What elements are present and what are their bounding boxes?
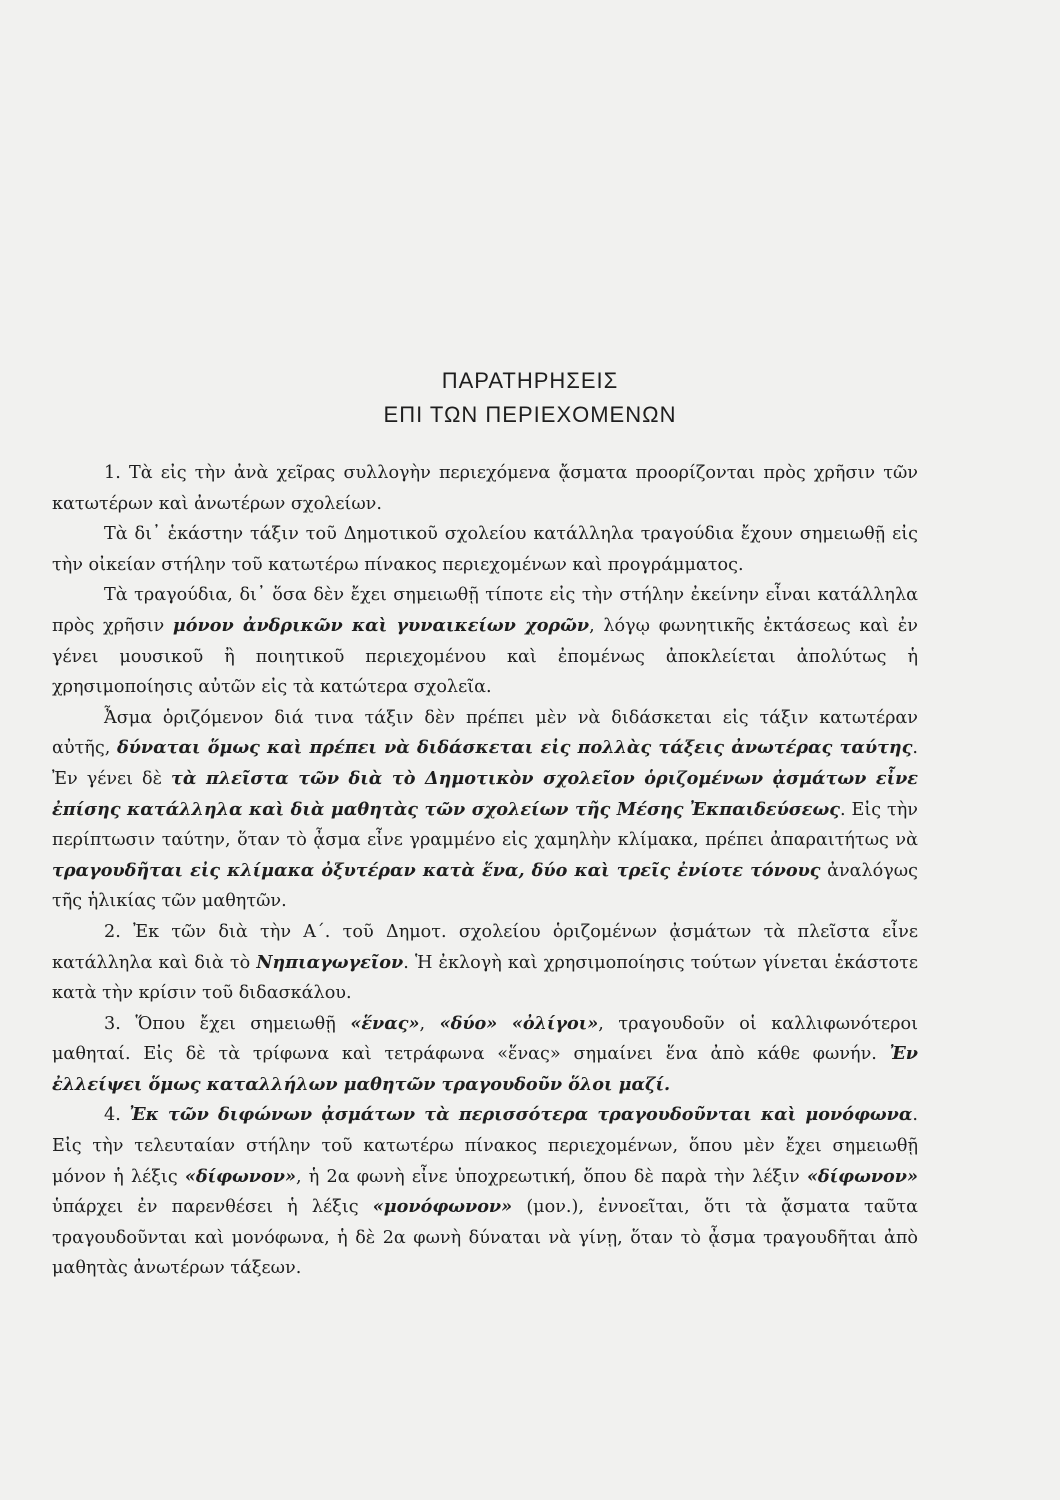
paragraph-text: ἀναλόγως τῆς ἡλικίας τῶν μαθητῶν.: [52, 860, 918, 912]
paragraph-text: 3. Ὅπου ἔχει σημειωθῇ: [104, 1013, 351, 1034]
paragraph-text: , ἡ 2α φωνὴ εἶνε ὑποχρεωτική, ὅπου δὲ παρὰ τὴν λέξιν: [295, 1166, 807, 1187]
paragraph-text: . Ἡ ἐκλογὴ καὶ χρησιμοποίησις τούτων γίνεται ἑκάστοτε κατὰ τὴν κρίσιν τοῦ διδασκάλου.: [52, 952, 918, 1004]
emphasis-text: δύναται ὅμως καὶ πρέπει νὰ διδάσκεται εἰς πολλὰς τάξεις ἀνωτέρας ταύτης: [116, 737, 913, 759]
emphasis-text: «δίφωνον»: [184, 1165, 296, 1187]
emphasis-text: «δύο»: [439, 1012, 498, 1034]
emphasis-text: μόνον ἀνδρικῶν καὶ γυναικείων χορῶν: [172, 614, 590, 636]
paragraph-text: Τὰ τραγούδια, δι᾽ ὅσα δὲν ἔχει σημειωθῇ τίποτε εἰς τὴν στήλην ἐκείνην εἶναι κατάλληλα πρὸς χρῆσιν: [52, 585, 918, 636]
emphasis-text: Νηπιαγωγεῖον: [256, 951, 404, 973]
paragraph: [52, 1009, 918, 1101]
paragraph-text: (μον.), ἐννοεῖται, ὅτι τὰ ᾄσματα ταῦτα τραγουδοῦνται καὶ μονόφωνα, ἡ δὲ 2α φωνὴ δύναται νὰ γίνῃ, ὅταν τὸ ᾆσμα τραγουδῆται ἀπὸ μαθητὰς ἀνωτέρων τάξεων.: [52, 1197, 918, 1279]
emphasis-text: «ὀλίγοι»: [511, 1012, 599, 1034]
paragraph-text: ,: [419, 1013, 440, 1034]
emphasis-text: «μονόφωνον»: [372, 1196, 513, 1218]
paragraph: [52, 1100, 918, 1284]
page-title: [0, 364, 1060, 432]
paragraph-text: [497, 1014, 512, 1034]
title-line-2: ΕΠΙ ΤΩΝ ΠΕΡΙΕΧΟΜΕΝΩΝ: [383, 402, 677, 427]
paragraph-text: . Εἰς τὴν περίπτωσιν ταύτην, ὅταν τὸ ᾆσμα εἶνε γραμμένο εἰς χαμηλὴν κλίμακα, πρέπει ἀπαραιτήτως νὰ: [52, 799, 918, 851]
emphasis-text: «ἕνας»: [350, 1012, 420, 1034]
paragraph-text: , τραγουδοῦν οἱ καλλιφωνότεροι μαθηταί. Εἰς δὲ τὰ τρίφωνα καὶ τετράφωνα «ἕνας» σημαίνει ἕνα ἀπὸ κάθε φωνήν.: [52, 1013, 919, 1065]
title-line-1: ΠΑΡΑΤΗΡΗΣΕΙΣ: [441, 368, 619, 393]
paragraph-text: . Εἰς τὴν τελευταίαν στήλην τοῦ κατωτέρω πίνακος περιεχομένων, ὅπου μὲν ἔχει σημειωθῇ μόνον ἡ λέξις: [52, 1105, 918, 1187]
emphasis-text: τὰ πλεῖστα τῶν διὰ τὸ Δημοτικὸν σχολεῖον ὁριζομένων ᾀσμάτων εἶνε ἐπίσης κατάλληλα καὶ διὰ μαθητὰς τῶν σχολείων τῆς Μέσης Ἐκπαιδεύσεως: [52, 767, 918, 820]
paragraph-text: 1. Τὰ εἰς τὴν ἀνὰ χεῖρας συλλογὴν περιεχόμενα ᾄσματα προορίζονται πρὸς χρῆσιν τῶν κατωτέρων καὶ ἀνωτέρων σχολείων.: [52, 463, 918, 514]
paragraph-text: Ἆσμα ὁριζόμενον διά τινα τάξιν δὲν πρέπει μὲν νὰ διδάσκεται εἰς τάξιν κατωτέραν αὐτῆς,: [52, 707, 918, 759]
paragraph: [52, 519, 918, 580]
paragraph-text: 2. Ἐκ τῶν διὰ τὴν Α΄. τοῦ Δημοτ. σχολείου ὁριζομένων ᾀσμάτων τὰ πλεῖστα εἶνε κατάλληλα καὶ διὰ τὸ: [52, 921, 918, 973]
paragraph-text: ὑπάρχει ἐν παρενθέσει ἡ λέξις: [52, 1197, 373, 1218]
paragraph: [52, 458, 918, 519]
emphasis-text: Ἐκ τῶν διφώνων ᾀσμάτων τὰ περισσότερα τραγουδοῦνται καὶ μονόφωνα: [129, 1104, 913, 1126]
paragraph-text: Τὰ δι᾽ ἑκάστην τάξιν τοῦ Δημοτικοῦ σχολείου κατάλληλα τραγούδια ἔχουν σημειωθῇ εἰς τὴν οἰκείαν στήλην τοῦ κατωτέρω πίνακος περιεχομένων καὶ προγράμματος.: [52, 524, 918, 575]
paragraph-text: 4.: [104, 1105, 130, 1126]
paragraph: [52, 580, 918, 702]
paragraph: [52, 917, 918, 1009]
emphasis-text: «δίφωνον»: [806, 1165, 918, 1187]
paragraph-text: , λόγῳ φωνητικῆς ἐκτάσεως καὶ ἐν γένει μουσικοῦ ἢ ποιητικοῦ περιεχομένου καὶ ἐπομένως ἀποκλείεται ἀπολύτως ἡ χρησιμοποίησις αὐτῶν εἰς τὰ κατώτερα σχολεῖα.: [52, 615, 919, 698]
paragraph-text: . Ἐν γένει δὲ: [52, 738, 919, 789]
notes-body: [52, 458, 918, 1284]
emphasis-text: τραγουδῆται εἰς κλίμακα ὀξυτέραν κατὰ ἕνα, δύο καὶ τρεῖς ἐνίοτε τόνους: [52, 859, 821, 881]
emphasis-text: Ἐν ἐλλείψει ὅμως καταλλήλων μαθητῶν τραγουδοῦν ὅλοι μαζί.: [52, 1043, 918, 1095]
paragraph: [52, 703, 918, 917]
